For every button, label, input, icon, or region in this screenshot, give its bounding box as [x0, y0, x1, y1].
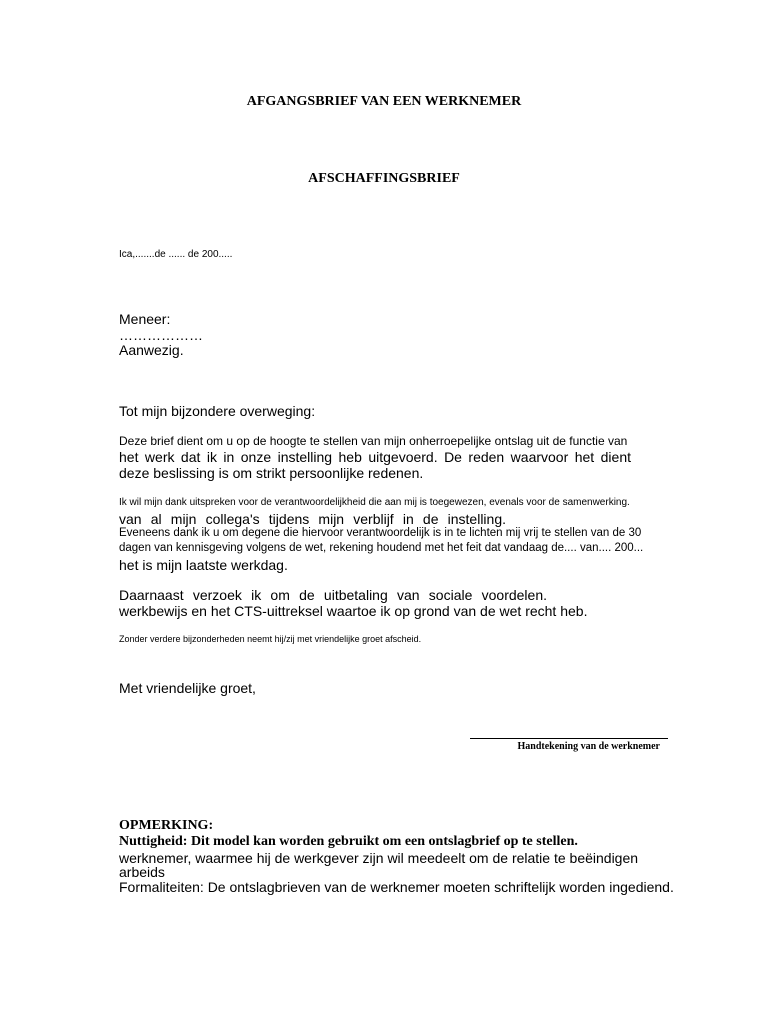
intro-line: Tot mijn bijzondere overweging:: [119, 403, 316, 419]
recipient-placeholder: ………………: [119, 327, 203, 343]
date-line: Ica,.......de ...... de 200.....: [119, 249, 233, 260]
remark-formalities: Formaliteiten: De ontslagbrieven van de werknemer moeten schriftelijk worden ingediend.: [119, 879, 674, 895]
paragraph-line: het werk dat ik in onze instelling heb uitgevoerd. De reden waarvoor het dient: [119, 449, 631, 465]
signature-label: Handtekening van de werknemer: [517, 741, 660, 752]
paragraph-line: werkbewijs en het CTS-uittreksel waartoe ik op grond van de wet recht heb.: [119, 603, 588, 619]
paragraph-line: Daarnaast verzoek ik om de uitbetaling van sociale voordelen.: [119, 587, 547, 603]
paragraph-line: van al mijn collega's tijdens mijn verblijf in de instelling.: [119, 511, 506, 527]
document-title: AFGANGSBRIEF VAN EEN WERKNEMER: [246, 94, 522, 109]
paragraph-line: Eveneens dank ik u om degene die hiervoor verantwoordelijk is in te lichten mij vrij te stellen van de 30: [119, 527, 642, 539]
recipient-status: Aanwezig.: [119, 342, 184, 358]
remark-line: werknemer, waarmee hij de werkgever zijn wil meedeelt om de relatie te beëindigen: [119, 850, 639, 866]
salutation-line: Meneer:: [119, 311, 171, 327]
paragraph-line: Ik wil mijn dank uitspreken voor de verantwoordelijkheid die aan mij is toegewezen, evenals voor de samenwerking.: [119, 497, 630, 508]
signature-line: [470, 738, 668, 739]
closing-greeting: Met vriendelijke groet,: [119, 680, 256, 696]
remark-line: arbeids: [119, 864, 165, 880]
paragraph-line: het is mijn laatste werkdag.: [119, 557, 288, 573]
document-subtitle: AFSCHAFFINGSBRIEF: [308, 171, 460, 186]
paragraph-line: dagen van kennisgeving volgens de wet, rekening houdend met het feit dat vandaag de.... van.... 200...: [119, 542, 644, 554]
remark-heading: OPMERKING:: [119, 818, 214, 833]
remark-usefulness: Nuttigheid: Dit model kan worden gebruikt om een ontslagbrief op te stellen.: [119, 834, 578, 849]
closing-note: Zonder verdere bijzonderheden neemt hij/zij met vriendelijke groet afscheid.: [119, 634, 422, 644]
paragraph-line: Deze brief dient om u op de hoogte te stellen van mijn onherroepelijke ontslag uit de functie van: [119, 434, 628, 448]
paragraph-line: deze beslissing is om strikt persoonlijke redenen.: [119, 465, 424, 481]
